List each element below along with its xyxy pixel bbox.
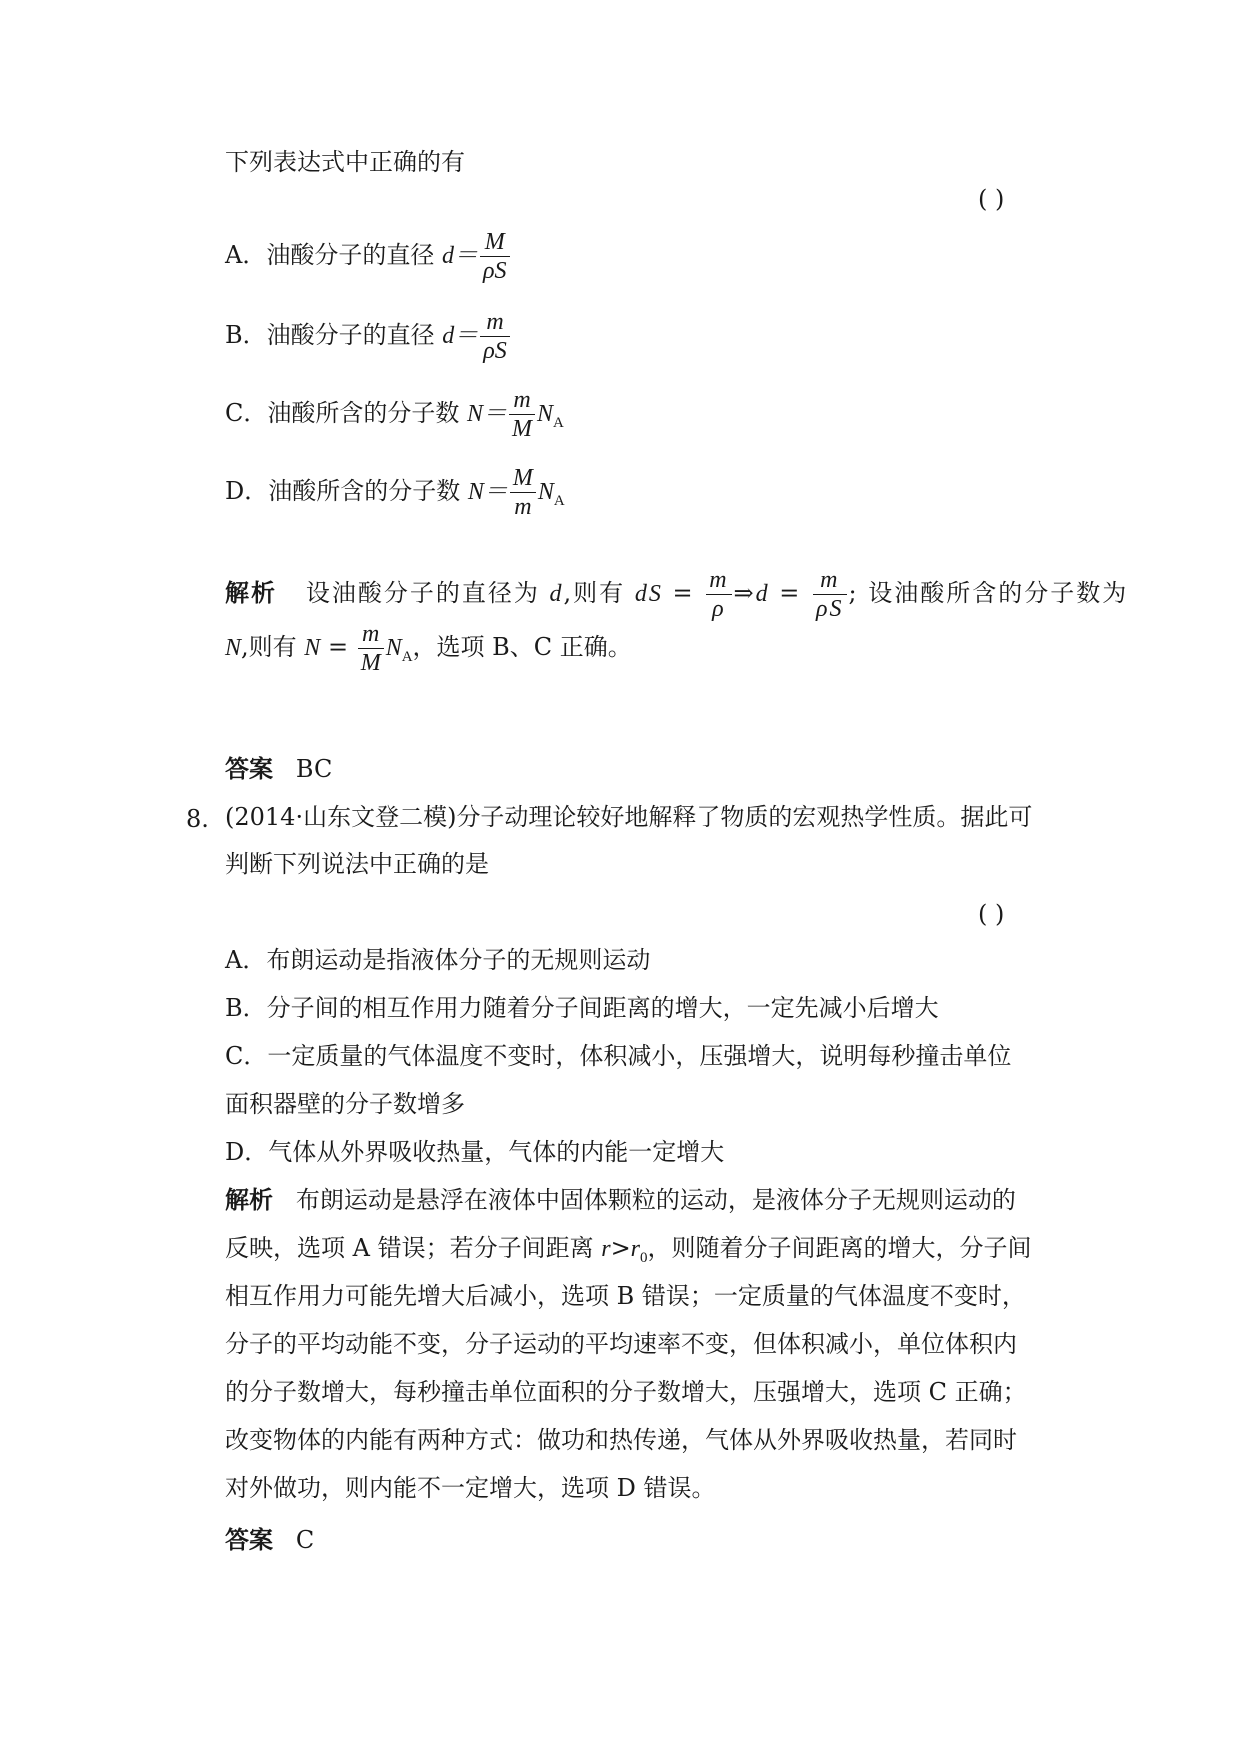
q7-option-b: [225, 310, 512, 363]
answer-label: 答案: [225, 755, 273, 783]
avogadro-symbol: N: [537, 479, 554, 505]
q7-option-a: [225, 230, 512, 283]
avogadro-symbol: N: [385, 635, 402, 661]
q8-source: (2014·山东文登二模): [225, 803, 457, 831]
analysis-label: 解析: [225, 1186, 273, 1214]
fraction-denominator: ρS: [816, 596, 844, 622]
math-eq: =: [662, 579, 705, 607]
analysis-text: ; 设油酸所含的分子数为: [848, 579, 1129, 607]
math-subscript: 0: [640, 1249, 648, 1266]
q8-option-c-line-2: 面积器壁的分子数增多: [225, 1090, 465, 1118]
option-label: C．: [225, 399, 268, 427]
avogadro-symbol: N: [537, 401, 554, 427]
math-var: r: [630, 1236, 641, 1262]
fraction-numerator: m: [358, 622, 384, 649]
analysis-text: 设油酸分子的直径为: [305, 579, 540, 607]
q8-option-b: B．分子间的相互作用力随着分子间距离的增大，一定先减小后增大: [225, 994, 939, 1022]
answer-value: BC: [295, 755, 333, 783]
formula-lhs: N＝: [467, 401, 508, 427]
formula-fraction: [813, 568, 847, 621]
q8-analysis-line-6: 改变物体的内能有两种方式：做功和热传递，气体从外界吸收热量，若同时: [225, 1426, 1017, 1454]
option-label: D．: [225, 477, 269, 505]
q8-analysis-line-3: 相互作用力可能先增大后减小，选项 B 错误；一定质量的气体温度不变时，: [225, 1282, 1026, 1310]
implies-symbol: ⇒: [733, 579, 756, 607]
q8-option-a: A．布朗运动是指液体分子的无规则运动: [225, 946, 651, 974]
q8-answer-paren: ( ): [978, 900, 1005, 928]
math-eq: =: [320, 633, 356, 661]
q8-analysis-line-1: [225, 1188, 1016, 1212]
fraction-denominator: m: [514, 494, 532, 520]
math-var: N: [225, 635, 242, 661]
fraction-denominator: ρS: [482, 258, 507, 284]
fraction-numerator: M: [510, 466, 536, 493]
formula-fraction: [480, 230, 510, 283]
formula-fraction: [510, 466, 536, 519]
q7-analysis-line-2: [225, 622, 632, 675]
formula-fraction: [358, 622, 384, 675]
answer-value: C: [295, 1526, 315, 1554]
fraction-numerator: m: [706, 568, 731, 595]
q8-analysis-line-4: 分子的平均动能不变，分子运动的平均速率不变，但体积减小，单位体积内: [225, 1330, 1017, 1358]
formula-fraction: [509, 388, 535, 441]
math-var: dS: [634, 581, 663, 607]
math-var: d: [755, 581, 770, 607]
q8-analysis-line-7: 对外做功，则内能不一定增大，选项 D 错误。: [225, 1474, 716, 1502]
formula-lhs: d＝: [441, 243, 478, 269]
fraction-numerator: m: [509, 388, 535, 415]
avogadro-subscript: A: [401, 648, 413, 665]
q7-stem-tail: 下列表达式中正确的有: [225, 148, 465, 176]
math-var: d: [549, 581, 564, 607]
option-label: A．: [225, 241, 267, 269]
formula-lhs: N＝: [467, 479, 508, 505]
q8-stem: 分子动理论较好地解释了物质的宏观热学性质。据此可: [456, 803, 1033, 831]
analysis-label: 解析: [225, 579, 277, 607]
math-eq: =: [769, 579, 812, 607]
analysis-text: 布朗运动是悬浮在液体中固体颗粒的运动，是液体分子无规则运动的: [295, 1186, 1016, 1214]
math-var: r: [601, 1236, 611, 1262]
q8-analysis-line-5: 的分子数增大，每秒撞击单位面积的分子数增大，压强增大，选项 C 正确；: [225, 1378, 1027, 1406]
q8-stem-line-1: [225, 805, 1032, 829]
fraction-denominator: ρS: [483, 338, 507, 364]
analysis-text: ,则有: [563, 579, 626, 607]
formula-fraction: [706, 568, 731, 621]
option-label: B．: [225, 321, 267, 349]
fraction-numerator: m: [480, 310, 510, 337]
fraction-denominator: M: [512, 416, 533, 442]
q8-number: 8.: [186, 805, 209, 833]
q7-answer-paren: ( ): [978, 185, 1005, 213]
analysis-text: 反映，选项 A 错误；若分子间距离: [225, 1234, 602, 1262]
analysis-text: ，选项 B、C 正确。: [412, 633, 632, 661]
q7-answer: [225, 757, 332, 781]
option-text: 油酸所含的分子数: [268, 477, 461, 505]
q7-analysis-line-1: [225, 568, 1128, 621]
formula-lhs: d＝: [442, 323, 479, 349]
math-op: >: [610, 1234, 631, 1262]
analysis-text: ，则随着分子间距离的增大，分子间: [647, 1234, 1032, 1262]
q8-option-d: D．气体从外界吸收热量，气体的内能一定增大: [225, 1138, 725, 1166]
analysis-text: ,则有: [241, 633, 297, 661]
math-var: N: [304, 635, 321, 661]
option-text: 油酸所含的分子数: [267, 399, 460, 427]
fraction-denominator: ρ: [712, 596, 726, 622]
q8-analysis-line-2: [225, 1236, 1032, 1266]
avogadro-subscript: A: [553, 414, 564, 431]
fraction-numerator: M: [480, 230, 510, 257]
q7-option-c: [225, 388, 564, 441]
fraction-denominator: M: [360, 650, 381, 676]
answer-label: 答案: [225, 1526, 273, 1554]
q8-option-c-line-1: C．一定质量的气体温度不变时，体积减小，压强增大，说明每秒撞击单位: [225, 1042, 1012, 1070]
formula-fraction: [480, 310, 510, 363]
avogadro-subscript: A: [553, 492, 565, 509]
q8-stem-line-2: 判断下列说法中正确的是: [225, 850, 489, 878]
option-text: 油酸分子的直径: [266, 321, 435, 349]
option-text: 油酸分子的直径: [266, 241, 435, 269]
fraction-numerator: m: [813, 568, 847, 595]
q8-answer: [225, 1528, 314, 1552]
q7-option-d: [225, 466, 565, 519]
